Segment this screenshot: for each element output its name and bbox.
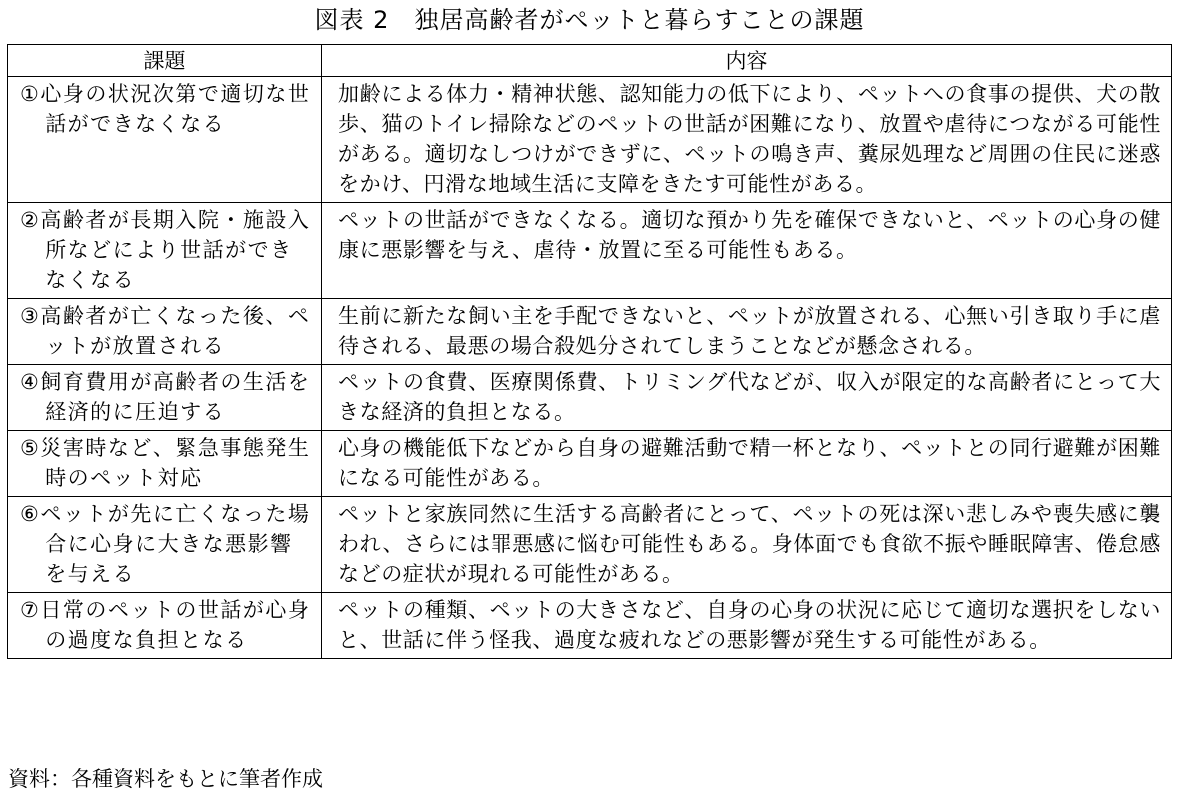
content-text: ペットの種類、ペットの大きさなど、自身の心身の状況に応じて適切な選択をしないと、世話に伴う怪我、過度な疲れなどの悪影響が発生する可能性がある。 bbox=[338, 598, 1161, 652]
content-cell bbox=[322, 203, 1172, 299]
content-cell bbox=[322, 497, 1172, 593]
content-text: ペットと家族同然に生活する高齢者にとって、ペットの死は深い悲しみや喪失感に襲われ、さらには罪悪感に悩む可能性もある。身体面でも食欲不振や睡眠障害、倦怠感などの症状が現れる可能性がある。 bbox=[338, 502, 1161, 586]
content-text: 生前に新たな飼い主を手配できないと、ペットが放置される、心無い引き取り手に虐待される、最悪の場合殺処分されてしまうことなどが懸念される。 bbox=[338, 304, 1161, 358]
table-row bbox=[8, 77, 1172, 203]
issue-text: ③高齢者が亡くなった後、ペットが放置される bbox=[20, 304, 311, 358]
issue-text: ①心身の状況次第で適切な世話ができなくなる bbox=[20, 82, 311, 136]
content-text: 心身の機能低下などから自身の避難活動で精一杯となり、ペットとの同行避難が困難になる可能性がある。 bbox=[338, 436, 1161, 490]
issue-cell bbox=[8, 299, 322, 365]
table-row bbox=[8, 299, 1172, 365]
issue-cell bbox=[8, 431, 322, 497]
issue-cell bbox=[8, 365, 322, 431]
issue-text: ②高齢者が長期入院・施設入所などにより世話ができなくなる bbox=[20, 208, 311, 292]
issue-cell bbox=[8, 593, 322, 659]
issue-text: ④飼育費用が高齢者の生活を経済的に圧迫する bbox=[20, 370, 311, 424]
content-text: ペットの食費、医療関係費、トリミング代などが、収入が限定的な高齢者にとって大きな経済的負担となる。 bbox=[338, 370, 1161, 424]
table-row bbox=[8, 203, 1172, 299]
table-row bbox=[8, 497, 1172, 593]
content-cell bbox=[322, 77, 1172, 203]
issue-cell bbox=[8, 203, 322, 299]
issue-text: ⑤災害時など、緊急事態発生時のペット対応 bbox=[20, 436, 311, 490]
issue-cell bbox=[8, 497, 322, 593]
content-cell bbox=[322, 365, 1172, 431]
figure-title: 図表 2 独居高齢者がペットと暮らすことの課題 bbox=[314, 6, 865, 34]
table-header-row bbox=[8, 45, 1172, 77]
table-row bbox=[8, 365, 1172, 431]
issue-text: ⑥ペットが先に亡くなった場合に心身に大きな悪影響を与える bbox=[20, 502, 311, 586]
column-header-issue: 課題 bbox=[8, 45, 322, 77]
issue-text: ⑦日常のペットの世話が心身の過度な負担となる bbox=[20, 598, 311, 652]
content-cell bbox=[322, 299, 1172, 365]
table-row bbox=[8, 431, 1172, 497]
issue-cell bbox=[8, 77, 322, 203]
content-cell bbox=[322, 431, 1172, 497]
content-cell bbox=[322, 593, 1172, 659]
column-header-content: 内容 bbox=[322, 45, 1172, 77]
table-row bbox=[8, 593, 1172, 659]
content-text: 加齢による体力・精神状態、認知能力の低下により、ペットへの食事の提供、犬の散歩、猫のトイレ掃除などのペットの世話が困難になり、放置や虐待につながる可能性がある。適切なしつけができずに、ペットの鳴き声、糞尿処理など周囲の住民に迷惑をかけ、円滑な地域生活に支障をきたす可能性がある。 bbox=[338, 82, 1161, 196]
source-note: 資料：各種資料をもとに筆者作成 bbox=[8, 767, 323, 791]
issues-table bbox=[7, 44, 1172, 659]
content-text: ペットの世話ができなくなる。適切な預かり先を確保できないと、ペットの心身の健康に悪影響を与え、虐待・放置に至る可能性もある。 bbox=[338, 208, 1161, 262]
